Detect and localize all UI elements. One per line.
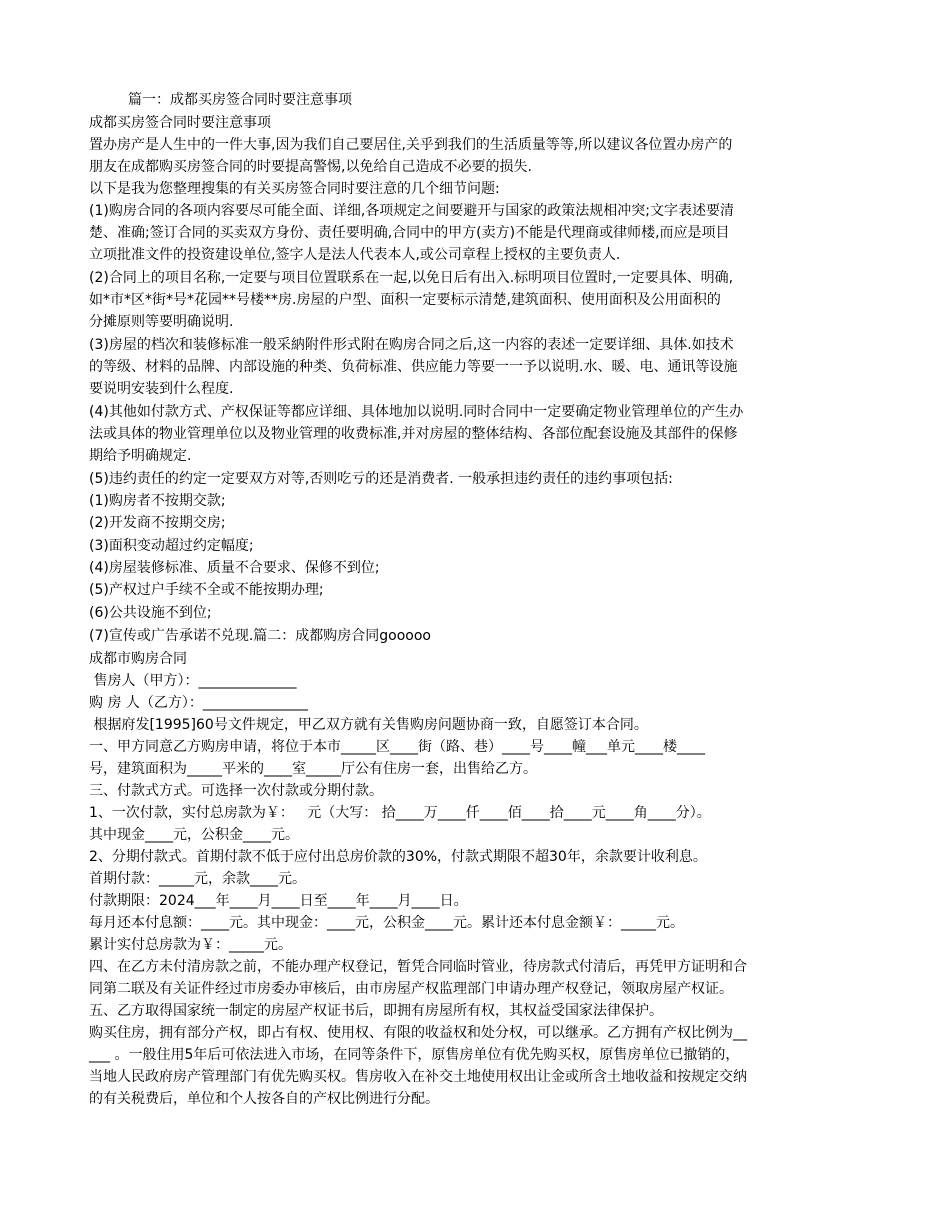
doc-line: (1)购房合同的各项内容要尽可能全面、详细,各项规定之间要避开与国家的政策法规相冲突;文字表述要清 <box>89 203 734 219</box>
doc-line: 其中现金____元，公积金____元。 <box>89 827 299 843</box>
doc-line: 根据府发[1995]60号文件规定，甲乙双方就有关售购房问题协商一致，自愿签订本合同。 <box>89 717 648 733</box>
doc-line: 1、一次付款，实付总房款为￥： 元（大写： 拾____万____仟____佰____拾____元____角____分）。 <box>89 805 711 821</box>
doc-line: 购 房 人（乙方）：_______________ <box>89 695 308 711</box>
doc-line: 以下是我为您整理搜集的有关买房签合同时要注意的几个细节问题: <box>89 181 500 197</box>
doc-line: (7)宣传或广告承诺不兑现.篇二：成都购房合同gooooo <box>89 628 431 644</box>
doc-line: 朋友在成都购买房签合同的时要提高警惕,以免给自己造成不必要的损失. <box>89 159 532 175</box>
doc-line: 的等级、材料的品牌、内部设施的种类、负荷标准、供应能力等要一一予以说明.水、暖、电、通讯等设施 <box>89 359 738 375</box>
doc-line: 一、甲方同意乙方购房申请，将位于本市_____区____街（路、巷）____号____幢___单元____楼____ <box>89 739 705 755</box>
doc-line: (5)产权过户手续不全或不能按期办理; <box>89 582 324 598</box>
doc-line: (3)房屋的档次和装修标准一般采納附件形式附在购房合同之后,这一内容的表述一定要详细、具体.如技术 <box>89 337 734 353</box>
doc-line: (2)合同上的项目名称,一定要与项目位置联系在一起,以免日后有出入.标明项目位置时,一定要具体、明确, <box>89 270 734 286</box>
doc-line: 号，建筑面积为_____平米的____室_____厅公有住房一套，出售给乙方。 <box>89 761 537 777</box>
doc-line: 售房人（甲方）：______________ <box>89 673 297 689</box>
doc-line: 付款期限：2024___年____月____日至____年____月____日。 <box>89 893 468 909</box>
doc-line: 当地人民政府房产管理部门有优先购买权。售房收入在补交土地使用权出让金或所含土地收益和按规定交纳 <box>89 1069 747 1085</box>
doc-line: 的有关税费后，单位和个人按各自的产权比例进行分配。 <box>89 1091 439 1107</box>
doc-line: 四、在乙方未付清房款之前，不能办理产权登记，暂凭合同临时管业，待房款式付清后，再凭甲方证明和合 <box>89 959 747 975</box>
doc-line: 首期付款：_____元，余款____元。 <box>89 871 306 887</box>
doc-line: 法或具体的物业管理单位以及物业管理的收费标准,并对房屋的整体结构、各部位配套设施及其部件的保修 <box>89 426 738 442</box>
doc-line: ___ 。一般住用5年后可依法进入市场，在同等条件下，原售房单位有优先购买权，原售房单位已撤销的， <box>89 1047 740 1063</box>
doc-line: 五、乙方取得国家统一制定的房屋产权证书后，即拥有房屋所有权，其权益受国家法律保护。 <box>89 1003 663 1019</box>
doc-line: 成都买房签合同时要注意事项 <box>89 115 271 131</box>
doc-line: 如*市*区*街*号*花园**号楼**房.房屋的户型、面积一定要标示清楚,建筑面积、使用面积及公用面积的 <box>89 292 721 308</box>
doc-line: 置办房产是人生中的一件大事,因为我们自己要居住,关乎到我们的生活质量等等,所以建议各位置办房产的 <box>89 137 733 153</box>
doc-line: 同第二联及有关证件经过市房委办审核后，由市房屋产权监理部门申请办理产权登记，领取房屋产权证。 <box>89 981 733 997</box>
doc-line: (2)开发商不按期交房; <box>89 515 226 531</box>
doc-line: 立项批准文件的投资建设单位,签字人是法人代表本人,或公司章程上授权的主要负责人. <box>89 247 621 263</box>
doc-line: 累计实付总房款为￥：_____元。 <box>89 937 292 953</box>
doc-line: 期给予明确规定. <box>89 448 192 464</box>
doc-heading: 篇一：成都买房签合同时要注意事项 <box>128 92 352 108</box>
doc-line: 购买住房，拥有部分产权，即占有权、使用权、有限的收益权和处分权，可以继承。乙方拥有产权比例为__ <box>89 1025 747 1041</box>
doc-line: 三、付款式方式。可选择一次付款或分期付款。 <box>89 783 383 799</box>
doc-line: 分摊原则等要明确说明. <box>89 314 234 330</box>
doc-line: 楚、准确;签订合同的买卖双方身份、责任要明确,合同中的甲方(卖方)不能是代理商或律师楼,而应是项目 <box>89 225 730 241</box>
doc-line: (4)其他如付款方式、产权保证等都应详细、具体地加以说明.同时合同中一定要确定物业管理单位的产生办 <box>89 404 744 420</box>
doc-line: 每月还本付息额：____元。其中现金：____元，公积金____元。累计还本付息金额￥：_____元。 <box>89 915 684 931</box>
doc-line: 要说明安装到什么程度. <box>89 381 234 397</box>
doc-line: 成都市购房合同 <box>89 651 187 667</box>
doc-line: (1)购房者不按期交款; <box>89 493 226 509</box>
doc-line: (5)违约责任的约定一定要双方对等,否则吃亏的还是消费者. 一般承担违约责任的违约事项包括: <box>89 471 673 487</box>
doc-line: (3)面积变动超过约定幅度; <box>89 538 254 554</box>
doc-line: 2、分期付款式。首期付款不低于应付出总房价款的30%，付款式期限不超30年，余款要计收利息。 <box>89 849 707 865</box>
doc-line: (4)房屋装修标准、质量不合要求、保修不到位; <box>89 560 380 576</box>
doc-line: (6)公共设施不到位; <box>89 605 212 621</box>
